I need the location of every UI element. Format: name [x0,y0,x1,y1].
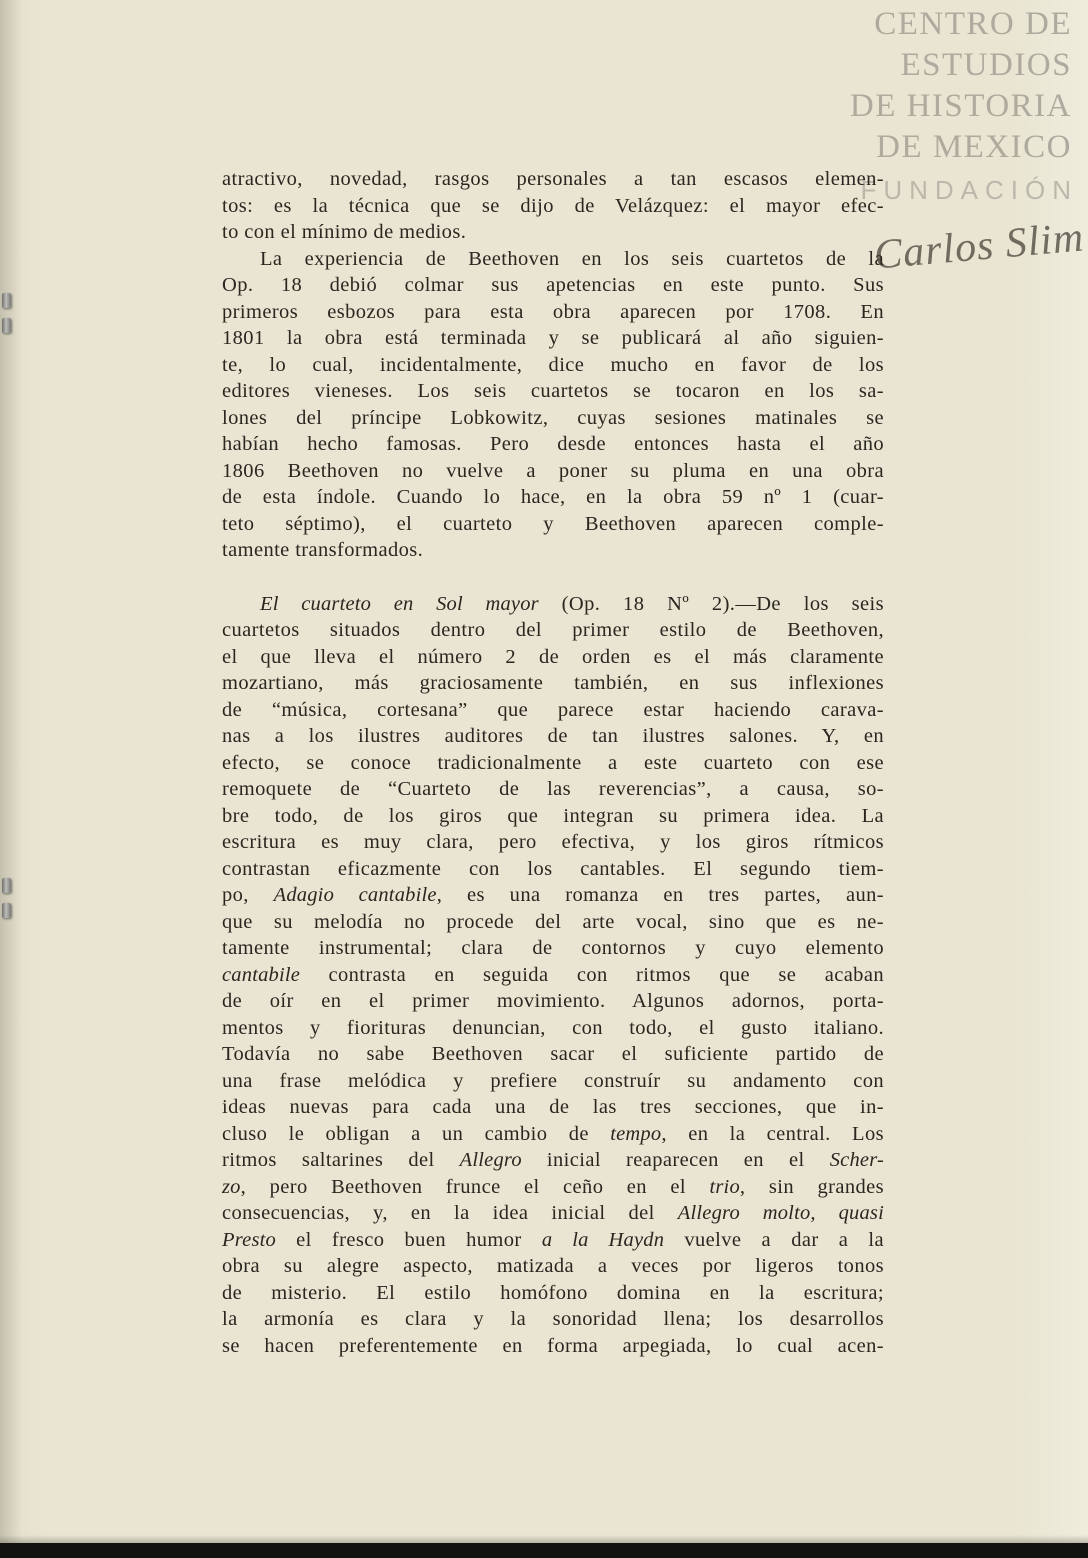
text-line: atractivo, novedad, rasgos personales a tan escasos elemen- [222,168,884,190]
paragraph [222,246,884,564]
text-line: 1801 la obra está terminada y se publicará al año siguien- [222,327,884,349]
text-line: cantabile contrasta en seguida con ritmos que se acaban [222,963,884,986]
text-line: el que lleva el número 2 de orden es el más claramente [222,645,884,668]
text-line: Op. 18 debió colmar sus apetencias en este punto. Sus [222,274,884,296]
stamp-text-line: CENTRO DE [874,6,1072,42]
text-line: teto séptimo), el cuarteto y Beethoven aparecen comple- [222,512,884,535]
text-line: de misterio. El estilo homófono domina en la escritura; [222,1281,884,1304]
text-line: escritura es muy clara, pero efectiva, y los giros rítmicos [222,831,884,853]
paragraph [222,166,884,246]
text-line: 1806 Beethoven no vuelve a poner su pluma en una obra [222,459,884,482]
text-line: ritmos saltarines del Allegro inicial reaparecen en el Scher- [222,1149,884,1171]
text-line: remoquete de “Cuarteto de las reverencias”, a causa, so- [222,778,884,800]
text-line: tamente instrumental; clara de contornos y cuyo elemento [222,937,884,959]
text-line: cluso le obligan a un cambio de tempo, en la central. Los [222,1122,884,1145]
text-line: una frase melódica y prefiere construír su andamento con [222,1069,884,1092]
text-line: editores vieneses. Los seis cuartetos se tocaron en los sa- [222,380,884,402]
stamp-text-line: ESTUDIOS [900,47,1072,83]
text-line: El cuarteto en Sol mayor (Op. 18 Nº 2).—De los seis [260,592,884,615]
staple-top [0,293,15,333]
text-line: to con el mínimo de medios. [222,221,467,243]
text-line: bre todo, de los giros que integran su primera idea. La [222,804,884,827]
text-line: cuartetos situados dentro del primer estilo de Beethoven, [222,619,884,641]
text-line: Todavía no sabe Beethoven sacar el suficiente partido de [222,1043,884,1065]
text-line: se hacen preferentemente en forma arpegiada, lo cual acen- [222,1334,884,1357]
text-line: habían hecho famosas. Pero desde entonces hasta el año [222,433,884,455]
scan-edge-bottom [0,1543,1088,1558]
text-line: te, lo cual, incidentalmente, dice mucho en favor de los [222,353,884,376]
text-line: zo, pero Beethoven frunce el ceño en el trio, sin grandes [222,1175,884,1198]
text-line: la armonía es clara y la sonoridad llena; los desarrollos [222,1308,884,1330]
scan-shadow-bottom [0,1535,1088,1543]
text-line: La experiencia de Beethoven en los seis cuartetos de la [260,247,884,270]
text-line: de “música, cortesana” que parece estar haciendo carava- [222,698,884,721]
text-line: ideas nuevas para cada una de las tres secciones, que in- [222,1096,884,1118]
text-line: mozartiano, más graciosamente también, en sus inflexiones [222,672,884,694]
text-line: tamente transformados. [222,539,424,561]
text-line: mentos y fiorituras denuncian, con todo, el gusto italiano. [222,1016,884,1039]
staple-bottom [0,878,15,918]
paragraph [222,591,884,1360]
stamp-text-line: DE HISTORIA [849,88,1072,124]
text-line: nas a los ilustres auditores de tan ilustres salones. Y, en [222,725,884,747]
text-line: po, Adagio cantabile, es una romanza en tres partes, aun- [222,884,884,906]
stamp-foundation-label: FUNDACIÓN [860,175,1078,205]
text-line: que su melodía no procede del arte vocal, sino que es ne- [222,910,884,933]
page-text-block [222,166,884,1359]
text-line: Presto el fresco buen humor a la Haydn vuelve a dar a la [222,1228,884,1251]
text-line: efecto, se conoce tradicionalmente a este cuarteto con ese [222,751,884,774]
text-line: de oír en el primer movimiento. Algunos adornos, porta- [222,990,884,1012]
text-line: contrastan eficazmente con los cantables. El segundo tiem- [222,857,884,880]
text-line: tos: es la técnica que se dijo de Velázquez: el mayor efec- [222,194,884,217]
stamp-signature: Carlos Slim [872,214,1087,279]
text-line: primeros esbozos para esta obra aparecen por 1708. En [222,300,884,323]
text-line: consecuencias, y, en la idea inicial del Allegro molto, quasi [222,1202,884,1224]
text-line: de esta índole. Cuando lo hace, en la obra 59 nº 1 (cuar- [222,486,884,508]
text-line: obra su alegre aspecto, matizada a veces por ligeros tonos [222,1255,884,1277]
stamp-text-lines [798,4,1088,168]
text-line: lones del príncipe Lobkowitz, cuyas sesiones matinales se [222,406,884,429]
stamp-text-line: DE MEXICO [876,129,1072,165]
